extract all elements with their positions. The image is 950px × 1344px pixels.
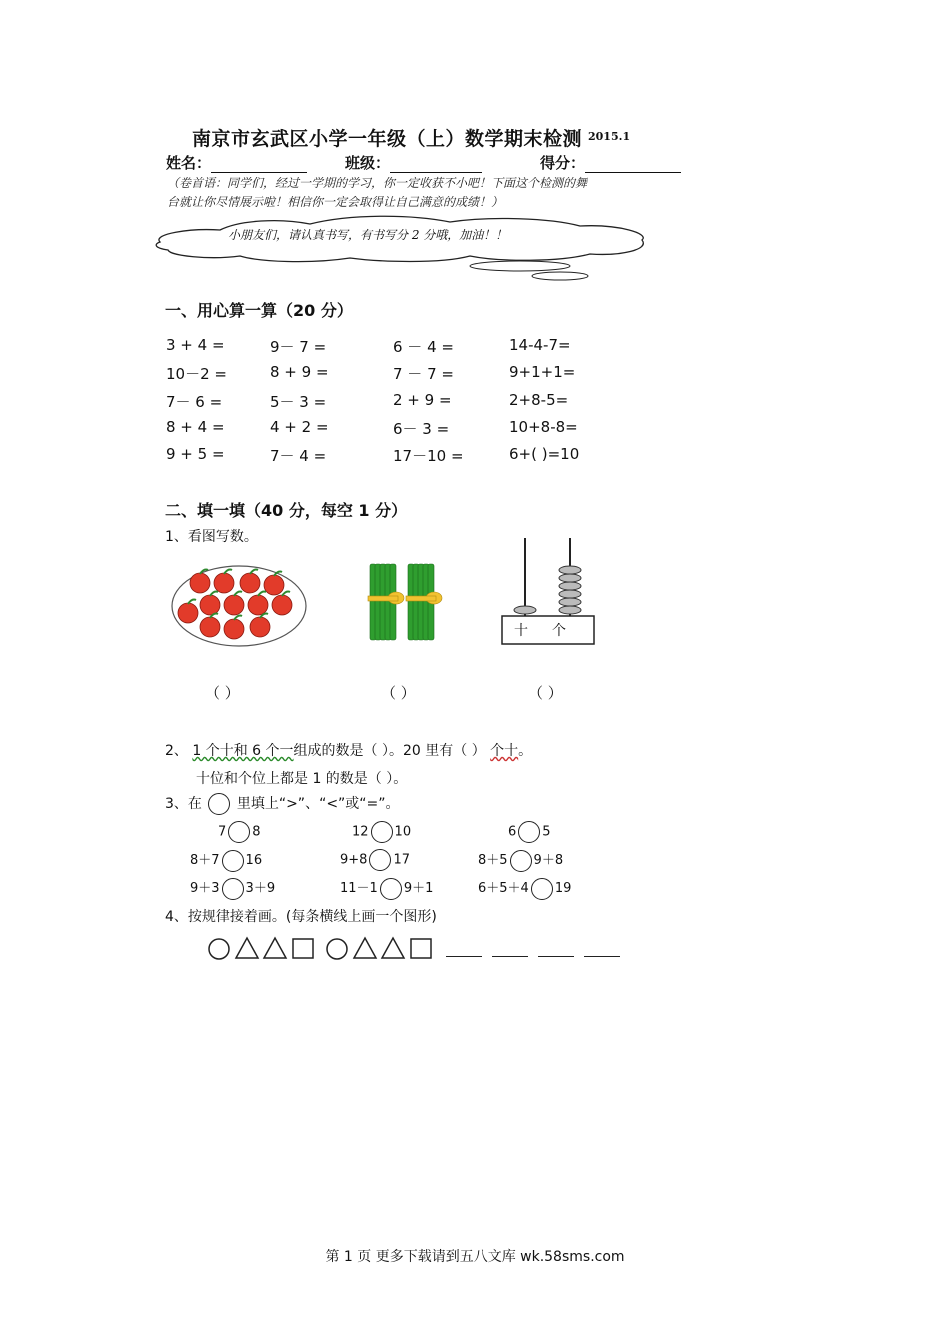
calc-problem: 8 + 4 = — [166, 418, 225, 436]
section1-title: 一、用心算一算（20 分） — [165, 301, 353, 320]
calc-problem: 7－ 4 = — [270, 447, 327, 465]
circle-icon — [327, 939, 347, 959]
comparison-item — [190, 877, 275, 900]
calc-problem: 6+( )=10 — [509, 445, 580, 463]
exam-date: 2015.1 — [588, 130, 631, 143]
apple-icon — [272, 595, 292, 615]
q4-prompt: 4、按规律接着画。(每条横线上画一个图形) — [165, 909, 437, 925]
q2-phrase: 1 个十和 6 个一 — [192, 743, 294, 759]
score-label: 得分： — [540, 154, 586, 172]
calc-problem: 10－2 = — [166, 365, 227, 383]
comparison-circle-icon[interactable] — [369, 849, 391, 871]
apple-icon — [200, 595, 220, 615]
comparison-circle-icon[interactable] — [380, 878, 402, 900]
comparison-right: 19 — [554, 881, 572, 896]
calc-problem: 4 + 2 = — [270, 418, 329, 436]
calc-problem: 9 + 5 = — [166, 445, 225, 463]
apple-icon — [224, 619, 244, 639]
score-underline[interactable] — [585, 158, 681, 173]
apple-icon — [224, 595, 244, 615]
comparison-circle-icon[interactable] — [531, 878, 553, 900]
q1-answer-sticks[interactable]: （ ） — [381, 684, 416, 702]
name-field[interactable] — [166, 152, 307, 173]
comparison-left: 9+8 — [340, 852, 368, 868]
comparison-circle-icon[interactable] — [222, 878, 244, 900]
stick-bundles-icon — [362, 560, 448, 644]
apple-icon — [214, 573, 234, 593]
abacus-ones-label: 个 — [552, 623, 566, 639]
calc-problem: 3 + 4 = — [166, 336, 225, 354]
q2-line-1 — [165, 740, 532, 760]
comparison-item — [190, 849, 262, 872]
apple-icon — [190, 573, 210, 593]
comparison-left: 7 — [218, 824, 227, 840]
comparison-item — [340, 877, 433, 900]
comparison-left: 8＋5 — [478, 853, 508, 868]
comparison-right: 9＋8 — [533, 853, 564, 868]
answer-blank-2[interactable] — [492, 956, 528, 957]
comparison-circle-icon[interactable] — [518, 821, 540, 843]
apple-icon — [240, 573, 260, 593]
comparison-circle-icon[interactable] — [371, 821, 393, 843]
intro-line-2: 台就让你尽情展示啦！相信你一定会取得让自己满意的成绩！） — [167, 195, 504, 209]
q1-answer-apples[interactable]: （ ） — [205, 684, 240, 702]
class-field[interactable] — [345, 152, 482, 173]
comparison-circle-icon[interactable] — [222, 850, 244, 872]
triangle-icon — [264, 938, 286, 958]
comparison-right: 3＋9 — [245, 881, 276, 896]
calc-problem: 7－ 6 = — [166, 393, 223, 411]
comparison-right: 8 — [252, 824, 261, 840]
shape-pattern — [205, 933, 435, 963]
comparison-left: 6＋5＋4 — [478, 881, 529, 896]
calc-problem: 14-4-7= — [509, 336, 571, 354]
calc-problem: 6－ 3 = — [393, 420, 450, 438]
answer-blank-4[interactable] — [584, 956, 620, 957]
score-field[interactable] — [540, 152, 681, 173]
comparison-item — [508, 821, 551, 843]
section2-title: 二、填一填（40 分，每空 1 分） — [165, 501, 408, 520]
comparison-item — [478, 849, 563, 872]
apple-icon — [178, 603, 198, 623]
calc-problem: 9+1+1= — [509, 363, 576, 381]
page-title: 南京市玄武区小学一年级（上）数学期末检测 — [192, 128, 583, 150]
square-icon — [411, 939, 431, 958]
comparison-item — [218, 821, 261, 843]
apple-icon — [264, 575, 284, 595]
comparison-item — [478, 877, 571, 900]
calc-problem: 7 － 7 = — [393, 365, 454, 383]
cloud-banner-icon — [150, 212, 650, 284]
square-icon — [293, 939, 313, 958]
q2-number: 2、 — [165, 743, 188, 759]
q2-end: 。 — [518, 743, 533, 759]
comparison-left: 8＋7 — [190, 853, 220, 868]
apple-icon — [200, 617, 220, 637]
calc-problem: 17－10 = — [393, 447, 464, 465]
triangle-icon — [236, 938, 258, 958]
intro-line-1: （卷首语：同学们，经过一学期的学习，你一定收获不小吧！下面这个检测的舞 — [167, 176, 588, 190]
comparison-circle-icon[interactable] — [510, 850, 532, 872]
class-label: 班级： — [345, 154, 391, 172]
page-footer: 第 1 页 更多下载请到五八文库 wk.58sms.com — [325, 1249, 625, 1265]
comparison-left: 11－1 — [340, 881, 378, 896]
name-underline[interactable] — [211, 158, 307, 173]
calc-problem: 9－ 7 = — [270, 338, 327, 356]
comparison-right: 9＋1 — [403, 881, 434, 896]
triangle-icon — [354, 938, 376, 958]
calc-problem: 2 + 9 = — [393, 391, 452, 409]
q1-answer-abacus[interactable]: （ ） — [528, 684, 563, 702]
q2-tens: 个十 — [490, 743, 519, 759]
class-underline[interactable] — [390, 158, 482, 173]
comparison-right: 10 — [394, 824, 412, 840]
calc-problem: 5－ 3 = — [270, 393, 327, 411]
name-label: 姓名： — [166, 154, 212, 172]
q1-prompt: 1、看图写数。 — [165, 529, 258, 545]
calc-problem: 2+8-5= — [509, 391, 569, 409]
calc-problem: 6 － 4 = — [393, 338, 454, 356]
apple-icon — [250, 617, 270, 637]
circle-icon — [209, 939, 229, 959]
abacus-tens-label: 十 — [514, 623, 528, 639]
q2-line-2: 十位和个位上都是 1 的数是（ ）。 — [196, 771, 408, 787]
comparison-right: 5 — [542, 824, 551, 840]
q3-prefix: 3、在 — [165, 796, 202, 812]
apple-icon — [248, 595, 268, 615]
comparison-right: 17 — [393, 852, 410, 868]
triangle-icon — [382, 938, 404, 958]
comparison-left: 12 — [352, 824, 369, 840]
q3-suffix: 里填上“>”、“<”或“=”。 — [236, 796, 400, 812]
answer-blank-1[interactable] — [446, 956, 482, 957]
comparison-item — [340, 849, 410, 871]
calc-problem: 10+8-8= — [509, 418, 578, 436]
comparison-circle-icon[interactable] — [228, 821, 250, 843]
answer-blank-3[interactable] — [538, 956, 574, 957]
circle-icon — [208, 793, 230, 815]
q2-middle: 组成的数是（ ）。20 里有（ ） — [293, 743, 486, 759]
apples-picture-icon — [170, 563, 308, 649]
q3-prompt — [165, 793, 400, 815]
calc-problem: 8 + 9 = — [270, 363, 329, 381]
comparison-left: 6 — [508, 824, 517, 840]
comparison-left: 9＋3 — [190, 881, 220, 896]
cloud-text: 小朋友们，请认真书写，有书写分 2 分哦，加油！！ — [228, 228, 508, 242]
comparison-item — [352, 821, 411, 843]
comparison-right: 16 — [245, 853, 263, 868]
